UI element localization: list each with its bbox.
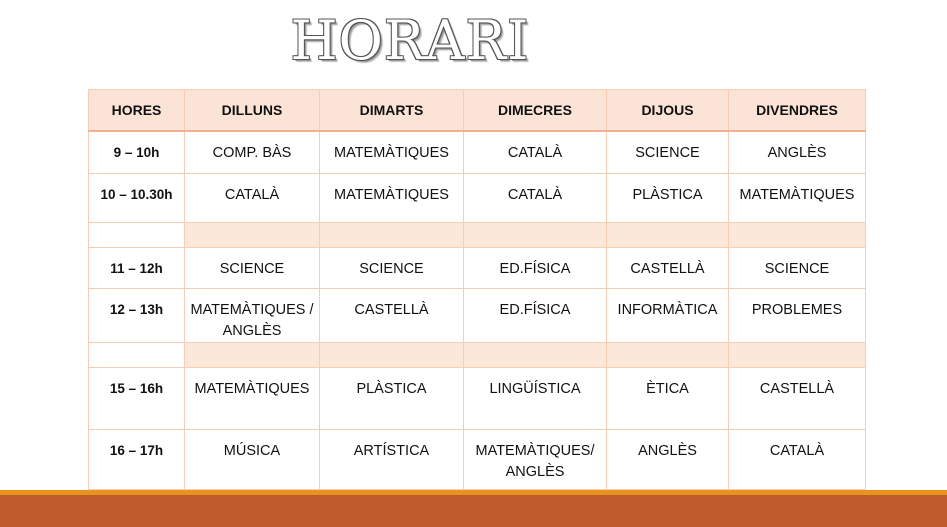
hour-cell: 16 – 17h [89,430,185,490]
hour-cell: 11 – 12h [89,248,185,289]
break-cell [464,343,607,368]
subject-cell: CASTELLÀ [320,289,464,343]
subject-cell: INFORMÀTICA [607,289,729,343]
break-cell [607,223,729,248]
subject-cell: SCIENCE [607,131,729,174]
break-cell [464,223,607,248]
subject-cell: ÈTICA [607,368,729,430]
header-thursday: DIJOUS [607,90,729,132]
subject-cell: ED.FÍSICA [464,289,607,343]
subject-cell: ANGLÈS [729,131,866,174]
page-title: HORARI [290,9,530,72]
break-cell [89,223,185,248]
subject-cell: MATEMÀTIQUES [320,174,464,223]
break-cell [185,343,320,368]
subject-cell: SCIENCE [320,248,464,289]
subject-cell: MATEMÀTIQUES/ ANGLÈS [464,430,607,490]
subject-cell: CASTELLÀ [729,368,866,430]
header-tuesday: DIMARTS [320,90,464,132]
subject-cell: PLÀSTICA [320,368,464,430]
subject-cell: MATEMÀTIQUES / ANGLÈS [185,289,320,343]
break-cell [607,343,729,368]
subject-cell: PROBLEMES [729,289,866,343]
hour-cell: 10 – 10.30h [89,174,185,223]
hour-cell: 9 – 10h [89,131,185,174]
hour-cell: 15 – 16h [89,368,185,430]
subject-cell: SCIENCE [185,248,320,289]
table-row [89,174,866,223]
hour-cell: 12 – 13h [89,289,185,343]
footer-bar [0,495,947,527]
header-monday: DILLUNS [185,90,320,132]
subject-cell: PLÀSTICA [607,174,729,223]
break-cell [729,343,866,368]
header-row [89,90,866,132]
break-cell [729,223,866,248]
break-row [89,343,866,368]
subject-cell: SCIENCE [729,248,866,289]
break-cell [320,223,464,248]
subject-cell: CASTELLÀ [607,248,729,289]
subject-cell: MATEMÀTIQUES [320,131,464,174]
break-cell [185,223,320,248]
subject-cell: COMP. BÀS [185,131,320,174]
subject-cell: MÚSICA [185,430,320,490]
subject-cell: CATALÀ [185,174,320,223]
subject-cell: ARTÍSTICA [320,430,464,490]
header-hours: HORES [89,90,185,132]
table-row [89,248,866,289]
header-friday: DIVENDRES [729,90,866,132]
table-row [89,368,866,430]
subject-cell: ANGLÈS [607,430,729,490]
subject-cell: MATEMÀTIQUES [185,368,320,430]
subject-cell: CATALÀ [464,174,607,223]
table-row [89,289,866,343]
break-cell [89,343,185,368]
subject-cell: CATALÀ [464,131,607,174]
timetable [88,89,866,490]
table-row [89,131,866,174]
break-cell [320,343,464,368]
table-row [89,430,866,490]
break-row [89,223,866,248]
header-wednesday: DIMECRES [464,90,607,132]
subject-cell: ED.FÍSICA [464,248,607,289]
subject-cell: LINGÜÍSTICA [464,368,607,430]
subject-cell: MATEMÀTIQUES [729,174,866,223]
subject-cell: CATALÀ [729,430,866,490]
